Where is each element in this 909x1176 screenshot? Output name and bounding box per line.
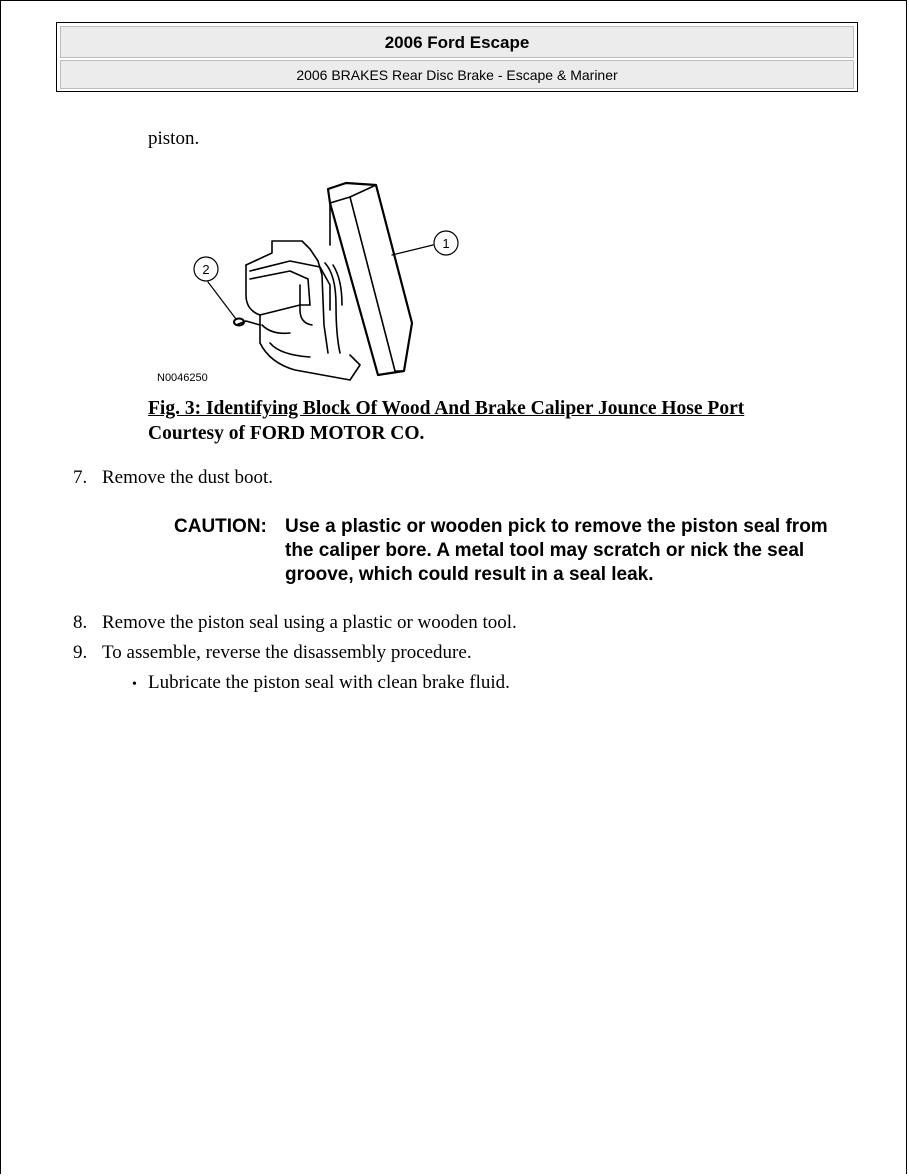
- header-title: 2006 Ford Escape: [60, 26, 854, 58]
- document-header: [56, 22, 858, 92]
- bullet-icon: •: [132, 677, 137, 692]
- figure-part-number: N0046250: [157, 372, 208, 384]
- bullet-text: Lubricate the piston seal with clean brake fluid.: [148, 672, 510, 693]
- step-9-number: 9.: [73, 642, 88, 663]
- step-8-number: 8.: [73, 612, 88, 633]
- step-7-number: 7.: [73, 467, 88, 488]
- step-7-text: Remove the dust boot.: [102, 467, 273, 488]
- step-9-text: To assemble, reverse the disassembly procedure.: [102, 642, 472, 663]
- brake-caliper-illustration: [150, 175, 480, 385]
- callout-2-label: 2: [202, 262, 210, 277]
- figure-courtesy: Courtesy of FORD MOTOR CO.: [148, 423, 425, 444]
- step-8-text: Remove the piston seal using a plastic or wooden tool.: [102, 612, 517, 633]
- figure-caption: Fig. 3: Identifying Block Of Wood And Brake Caliper Jounce Hose Port: [148, 398, 745, 419]
- callout-1-label: 1: [442, 236, 450, 251]
- caution-label: CAUTION:: [174, 516, 267, 537]
- intro-fragment: piston.: [148, 128, 200, 149]
- header-subtitle: 2006 BRAKES Rear Disc Brake - Escape & Mariner: [60, 60, 854, 89]
- caution-text: Use a plastic or wooden pick to remove the piston seal from the caliper bore. A metal tool may scratch or nick the seal groove, which could result in a seal leak.: [285, 516, 828, 585]
